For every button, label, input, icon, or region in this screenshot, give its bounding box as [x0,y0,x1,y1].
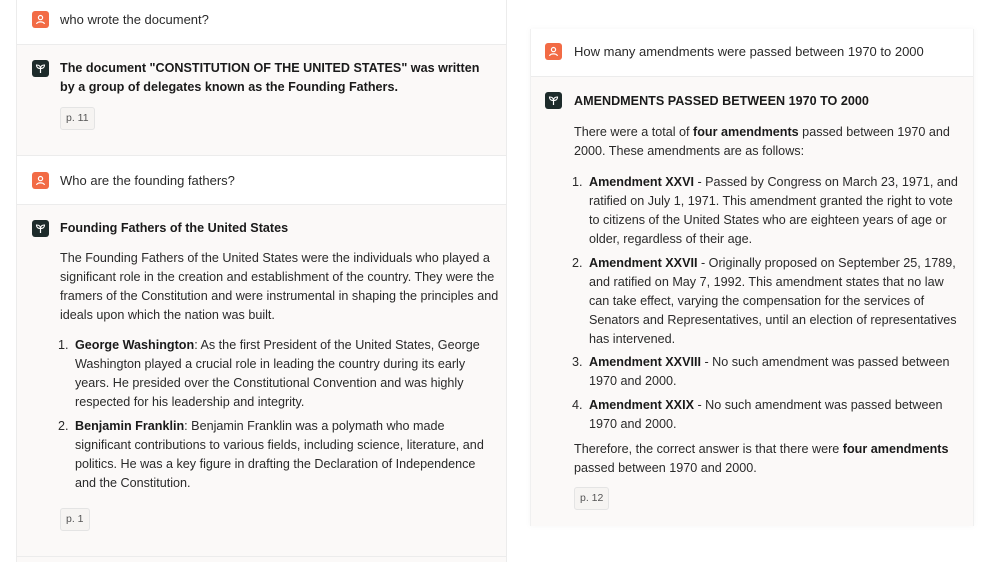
list-item-name: Amendment XXVII [589,256,698,270]
list-number: 2. [58,419,69,433]
page-reference-chip[interactable]: p. 11 [60,107,95,130]
chat-panel-left [16,0,507,562]
sprout-logo-icon [32,220,49,237]
conclusion-emphasis: four amendments [842,442,949,456]
list-item [58,417,498,493]
list-item [572,254,962,349]
chat-panel-right [530,29,974,526]
list-item-text: - Originally proposed on September 25, 1789, and ratified on May 7, 1992. This amendment states that no law can take effect, varying the compensation for the services of Senators and Representatives, until an election of representatives has intervened. [589,256,957,346]
page-reference-chip[interactable]: p. 12 [574,487,609,510]
list-item-text: - No such amendment was passed between 1970 and 2000. [589,398,943,431]
user-message-row [531,29,973,77]
intro-emphasis: four amendments [693,125,799,139]
user-message-text: who wrote the document? [60,12,209,27]
list-item-name: George Washington [75,338,195,352]
list-number: 1. [58,338,69,352]
list-number: 4. [572,398,583,412]
list-item-text: - Passed by Congress on March 23, 1971, and ratified on July 1, 1971. This amendment granted the right to vote to citizens of the United States who are eighteen years of age or older, regardless of their age. [589,175,958,246]
answer-title: AMENDMENTS PASSED BETWEEN 1970 TO 2000 [574,94,869,108]
answer-text: The document "CONSTITUTION OF THE UNITED STATES" was written by a group of delegates known as the Founding Fathers. [60,61,480,94]
answer-title: Founding Fathers of the United States [60,221,289,235]
list-item [572,173,962,249]
list-item [572,353,962,391]
list-item-text: - No such amendment was passed between 1970 and 2000. [589,355,950,388]
list-item-text: : Benjamin Franklin was a polymath who made significant contributions to various fields, including science, literature, and politics. He was a key figure in drafting the Declaration of Independence and the Constitution. [75,419,484,490]
list-item [58,336,498,412]
sprout-logo-icon [32,60,49,77]
list-item-name: Amendment XXVIII [589,355,701,369]
intro-text: There were a total of [574,125,694,139]
list-item-text: : As the first President of the United States, George Washington played a crucial role in leading the country during its early years. He presided over the Constitutional Convention and was highly respected for his leadership and integrity. [75,338,480,409]
answer-conclusion [574,440,959,478]
answer-intro: The Founding Fathers of the United States were the individuals who played a significant role in the creation and establishment of the country. They were the framers of the Constitution and were instrumental in shaping the principles and ideals upon which the nation was built. [60,251,499,322]
person-icon [545,43,562,60]
list-item-name: Amendment XXVI [589,175,694,189]
list-number: 3. [572,355,583,369]
user-message-text: Who are the founding fathers? [60,173,235,188]
list-number: 2. [572,256,583,270]
answer-intro [574,123,959,161]
divider [17,556,506,557]
intro-text: passed between 1970 and 2000. These amendments are as follows: [574,125,950,158]
list-item [572,396,962,434]
user-message-row [17,155,506,205]
page-reference-chip[interactable]: p. 1 [60,508,90,531]
conclusion-text: passed between 1970 and 2000. [574,461,757,475]
conclusion-text: Therefore, the correct answer is that there were [574,442,843,456]
person-icon [32,11,49,28]
list-number: 1. [572,175,583,189]
sprout-logo-icon [545,92,562,109]
user-message-row [17,0,506,45]
list-item-name: Benjamin Franklin [75,419,185,433]
person-icon [32,172,49,189]
user-message-text: How many amendments were passed between 1970 to 2000 [574,44,924,59]
list-item-name: Amendment XXIX [589,398,694,412]
